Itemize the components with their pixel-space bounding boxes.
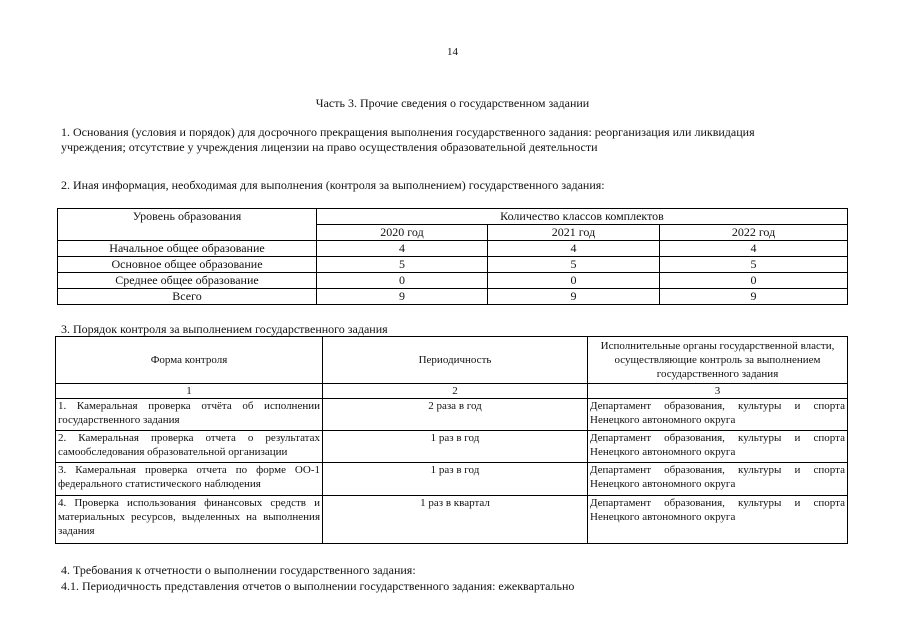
form-cell: 1. Камеральная проверка отчёта об исполнении государственного задания: [56, 399, 323, 431]
page-number: 14: [447, 46, 458, 58]
table-number-row: [56, 384, 848, 399]
value-cell: 4: [488, 241, 660, 257]
period-cell: 1 раз в квартал: [323, 496, 588, 544]
table-header-row: [56, 337, 848, 384]
body-cell: Департамент образования, культуры и спорта Ненецкого автономного округа: [588, 496, 848, 544]
level-cell: Всего: [58, 289, 317, 305]
period-cell: 1 раз в год: [323, 463, 588, 496]
table-row: [58, 241, 848, 257]
value-cell: 0: [660, 273, 848, 289]
value-cell: 4: [317, 241, 488, 257]
body-header: Исполнительные органы государственной власти, осуществляющие контроль за выполнением государственного задания: [588, 337, 848, 384]
period-cell: 1 раз в год: [323, 431, 588, 463]
form-header: Форма контроля: [56, 337, 323, 384]
period-header: Периодичность: [323, 337, 588, 384]
table-row: [56, 463, 848, 496]
section1-line1: 1. Основания (условия и порядок) для досрочного прекращения выполнения государственного задания: реорганизация или ликвидация: [61, 125, 755, 139]
table-row: [56, 496, 848, 544]
year-header: 2022 год: [660, 225, 848, 241]
body-cell: Департамент образования, культуры и спорта Ненецкого автономного округа: [588, 463, 848, 496]
form-cell: 4. Проверка использования финансовых средств и материальных ресурсов, выделенных на выполнения задания: [56, 496, 323, 544]
value-cell: 5: [660, 257, 848, 273]
year-header: 2020 год: [317, 225, 488, 241]
value-cell: 9: [317, 289, 488, 305]
level-cell: Среднее общее образование: [58, 273, 317, 289]
period-cell: 2 раза в год: [323, 399, 588, 431]
class-count-table: [57, 208, 848, 305]
control-table: [55, 336, 848, 544]
col-level-header: Уровень образования: [58, 209, 317, 241]
value-cell: 4: [660, 241, 848, 257]
section2-heading: 2. Иная информация, необходимая для выполнения (контроля за выполнением) государственного задания:: [61, 178, 605, 192]
table-row: [58, 273, 848, 289]
table-row: [56, 399, 848, 431]
form-cell: 2. Камеральная проверка отчета о результатах самообследования образовательной организации: [56, 431, 323, 463]
level-cell: Начальное общее образование: [58, 241, 317, 257]
value-cell: 9: [488, 289, 660, 305]
section3-heading: 3. Порядок контроля за выполнением государственного задания: [61, 322, 388, 336]
body-cell: Департамент образования, культуры и спорта Ненецкого автономного округа: [588, 431, 848, 463]
part-title: Часть 3. Прочие сведения о государственном задании: [315, 96, 590, 110]
column-number: 3: [588, 384, 848, 399]
section4-item1: 4.1. Периодичность представления отчетов о выполнении государственного задания: ежеквартально: [61, 579, 575, 593]
table-row: [58, 257, 848, 273]
section4-heading: 4. Требования к отчетности о выполнении государственного задания:: [61, 563, 416, 577]
body-cell: Департамент образования, культуры и спорта Ненецкого автономного округа: [588, 399, 848, 431]
form-cell: 3. Камеральная проверка отчета по форме ОО-1 федерального статистического наблюдения: [56, 463, 323, 496]
table-row: [58, 289, 848, 305]
column-number: 1: [56, 384, 323, 399]
value-cell: 5: [488, 257, 660, 273]
table-row: [56, 431, 848, 463]
col-count-header: Количество классов комплектов: [317, 209, 848, 225]
section1-text: [61, 125, 861, 155]
value-cell: 0: [317, 273, 488, 289]
column-number: 2: [323, 384, 588, 399]
value-cell: 5: [317, 257, 488, 273]
table-header-row: [58, 209, 848, 225]
value-cell: 9: [660, 289, 848, 305]
level-cell: Основное общее образование: [58, 257, 317, 273]
value-cell: 0: [488, 273, 660, 289]
year-header: 2021 год: [488, 225, 660, 241]
section1-line2: учреждения; отсутствие у учреждения лицензии на право осуществления образовательной деятельности: [61, 140, 598, 154]
